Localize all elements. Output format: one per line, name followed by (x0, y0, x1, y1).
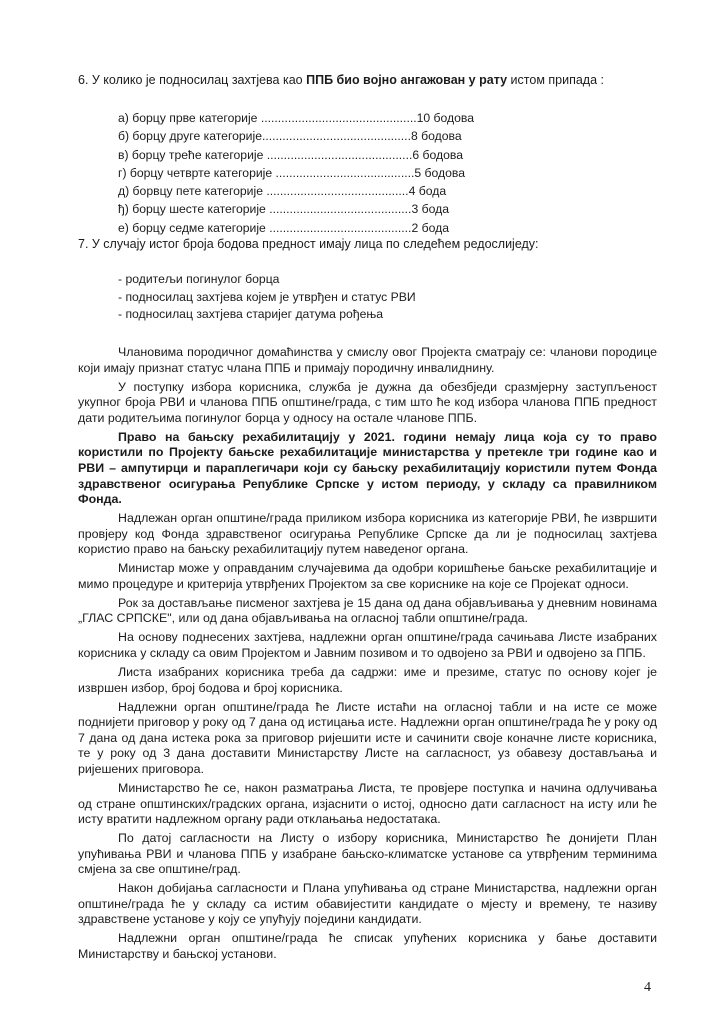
paragraph: По датој сагласности на Листу о избору корисника, Министарство ће донијети План упућивања РВИ и чланова ППБ у изабране бањско-климатске установе са утврђеним терминима смјена за све општине/град. (78, 831, 657, 877)
category-item: г) борцу четврте категорије .........................................5 бодова (118, 165, 466, 180)
paragraph: У поступку избора корисника, служба је дужна да обезбједи сразмјерну заступљеност укупног броја РВИ и чланова ППБ општине/града, с тим што ће код избора чланова ППБ предност дати родитељима погинулог борца у односу на остале чланове ППБ. (78, 379, 657, 425)
paragraph: Министар може у оправданим случајевима да одобри коришћење бањске рехабилитације и мимо процедуре и критерија утврђених Пројектом за све кориснике на које се Пројекат односи. (78, 561, 657, 591)
priority-item: - подносилац захтјева старијег датума рођења (118, 307, 384, 321)
paragraph: Надлежни орган општине/града ће Листе истаћи на огласној табли и на исте се може поднијети приговор у року од 7 дана од истицања исте. Надлежни орган општине/града ће у року од 7 дана од дана истека рока за приговор ријешити исте и сачинити своје коначне листе корисника, те у року од 3 дана доставити Министарству Листе на сагласност, уз обавезу достављања и ријешених приговора. (78, 699, 657, 776)
category-item: ђ) борцу шесте категорије ..........................................3 бода (118, 202, 449, 217)
paragraph: Министарство ће се, након разматрања Листа, те провјере поступка и начина одлучивања од стране општинских/градских органа, изјаснити о истој, односно дати сагласност на исту или ће исту вратити надлежном органу ради отклањања недостатака. (78, 780, 657, 827)
paragraph: На основу поднесених захтјева, надлежни орган општине/града сачињава Листе изабраних корисника у складу са овим Пројектом и Јавним позивом и то одвојено за РВИ и одвојено за ППБ. (78, 630, 657, 661)
priority-list (118, 271, 416, 324)
paragraph: Након добијања сагласности и Плана упућивања од стране Министарства, надлежни орган општине/града ће у складу са истим обавијестити кандидате о мјесту и времену, те називу здравствене установе у коју се упућују поједини кандидати. (78, 881, 657, 927)
category-item: д) борвцу пете категорије ..........................................4 бода (118, 184, 447, 199)
body-text (78, 345, 657, 966)
paragraph: Листа изабраних корисника треба да садржи: име и презиме, статус по основу којег је извршен избор, број бодова и број корисника. (78, 665, 657, 695)
paragraph: Надлежан орган општине/града приликом избора корисника из категорије РВИ, ће извршити провјеру код Фонда здравственог осигурања Републике Српске да ли је подносилац захтјева користио право на бањску рехабилитацију путем наведеног органа. (78, 511, 657, 557)
category-points-list (118, 109, 474, 237)
priority-item: - подносилац захтјева којем је утврђен и статус РВИ (118, 289, 416, 304)
paragraph: Надлежни орган општине/града ће списак упућених корисника у бање доставити Министарству и бањској установи. (78, 931, 657, 962)
category-item: е) борцу седме категорије ..........................................2 бода (118, 220, 449, 235)
section-6-bold: ППБ био војно ангажован у рату (306, 73, 508, 87)
section-6-heading (78, 72, 604, 88)
section-6-outro: истом припада : (507, 73, 605, 87)
page-number: 4 (644, 980, 651, 995)
priority-item: - родитељи погинулог борца (118, 272, 280, 286)
paragraph: Члановима породичног домаћинства у смислу овог Пројекта сматрају се: чланови породице који имају признат статус члана ППБ и примају породичну инвалиднину. (78, 345, 657, 375)
category-item: в) борцу треће категорије ...........................................6 бодова (118, 147, 464, 162)
section-6-intro: 6. У колико је подносилац захтјева као (78, 73, 307, 87)
category-item: б) борцу друге категорије............................................8 бодова (118, 129, 462, 144)
paragraph: Рок за достављање писменог захтјева је 15 дана од дана објављивања у дневним новинама „ГЛАС СРПСКЕ", или од дана објављивања на огласној табли општине/града. (78, 595, 657, 626)
section-7-heading: 7. У случају истог броја бодова предност имају лица по следећем редослиједу: (78, 237, 539, 251)
category-item: а) борцу прве категорије ..............................................10 бодова (118, 111, 475, 125)
paragraph-bold: Право на бањску рехабилитацију у 2021. години немају лица која су то право користили по Пројекту бањске рехабилитације министарства у претекле три године као и РВИ – ампутирци и параплегичари који су бањску рехабилитацију користили путем Фонда здравственог осигурања Републике Српске у истом периоду, у складу са правилником Фонда. (78, 429, 657, 507)
